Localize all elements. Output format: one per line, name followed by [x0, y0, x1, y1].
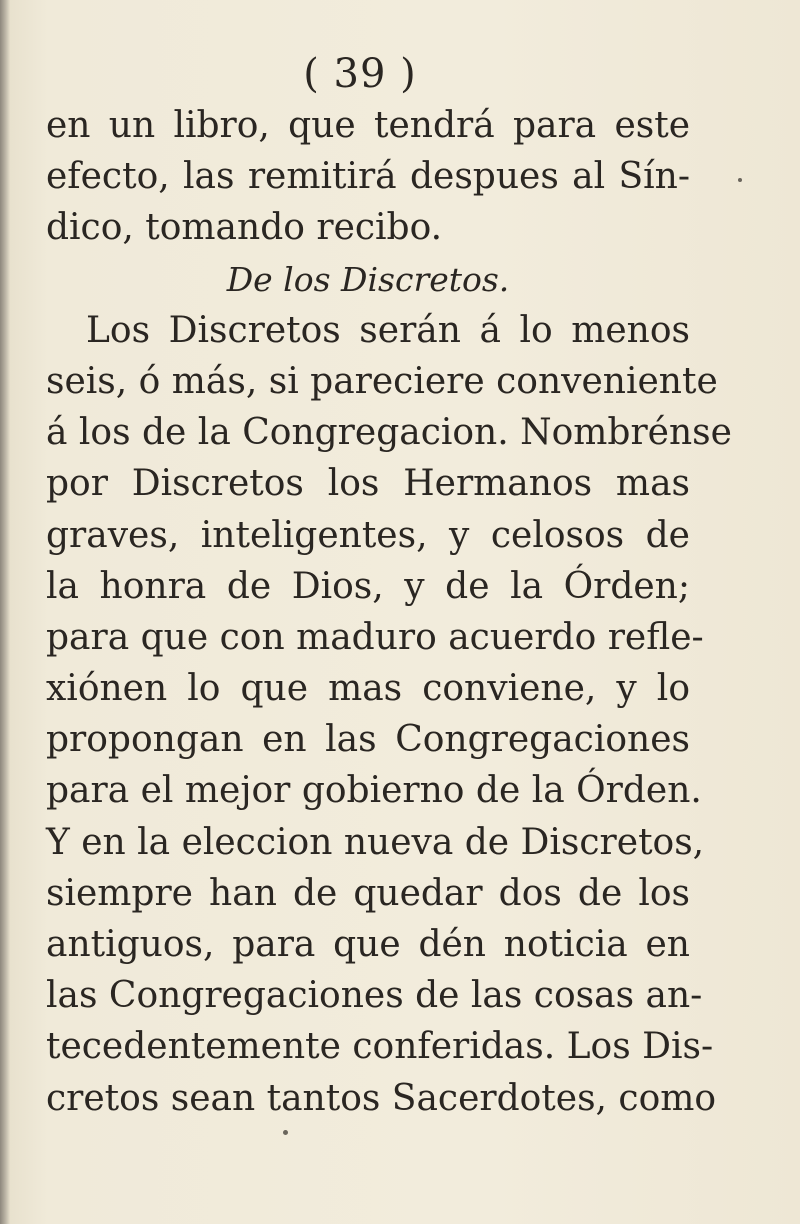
text-line: graves, inteligentes, y celosos de [46, 514, 690, 556]
ink-speck [738, 178, 742, 182]
text-line: en un libro, que tendrá para este [46, 105, 690, 146]
text-line: para el mejor gobierno de la Órden. [46, 770, 702, 812]
text-line: antiguos, para que dén noticia en [46, 924, 690, 965]
text-line: Y en la eleccion nueva de Discretos, [46, 821, 705, 863]
text-line: las Congregaciones de las cosas an- [46, 975, 703, 1017]
text-line: propongan en las Congregaciones [46, 719, 690, 761]
section-heading: De los Discretos. [226, 259, 510, 299]
text-line: la honra de Dios, y de la Órden; [46, 565, 690, 607]
ink-speck [283, 1130, 288, 1135]
page-number: ( 39 ) [303, 51, 417, 97]
text-line: xiónen lo que mas conviene, y lo [46, 668, 690, 710]
text-line: por Discretos los Hermanos mas [46, 463, 690, 505]
text-line: efecto, las remitirá despues al Sín- [46, 156, 690, 198]
text-line: Los Discretos serán á lo menos [86, 309, 690, 351]
text-line: siempre han de quedar dos de los [46, 872, 690, 914]
text-line: tecedentemente conferidas. Los Dis- [46, 1026, 714, 1068]
text-line: seis, ó más, si pareciere conveniente [46, 360, 718, 402]
text-line: cretos sean tantos Sacerdotes, como [46, 1077, 717, 1119]
text-line: para que con maduro acuerdo refle- [46, 616, 704, 658]
text-line: dico, tomando recibo. [46, 207, 443, 249]
body-text [46, 100, 732, 1124]
book-spine-shadow [0, 0, 10, 1224]
text-line: á los de la Congregacion. Nombrénse [46, 412, 732, 454]
